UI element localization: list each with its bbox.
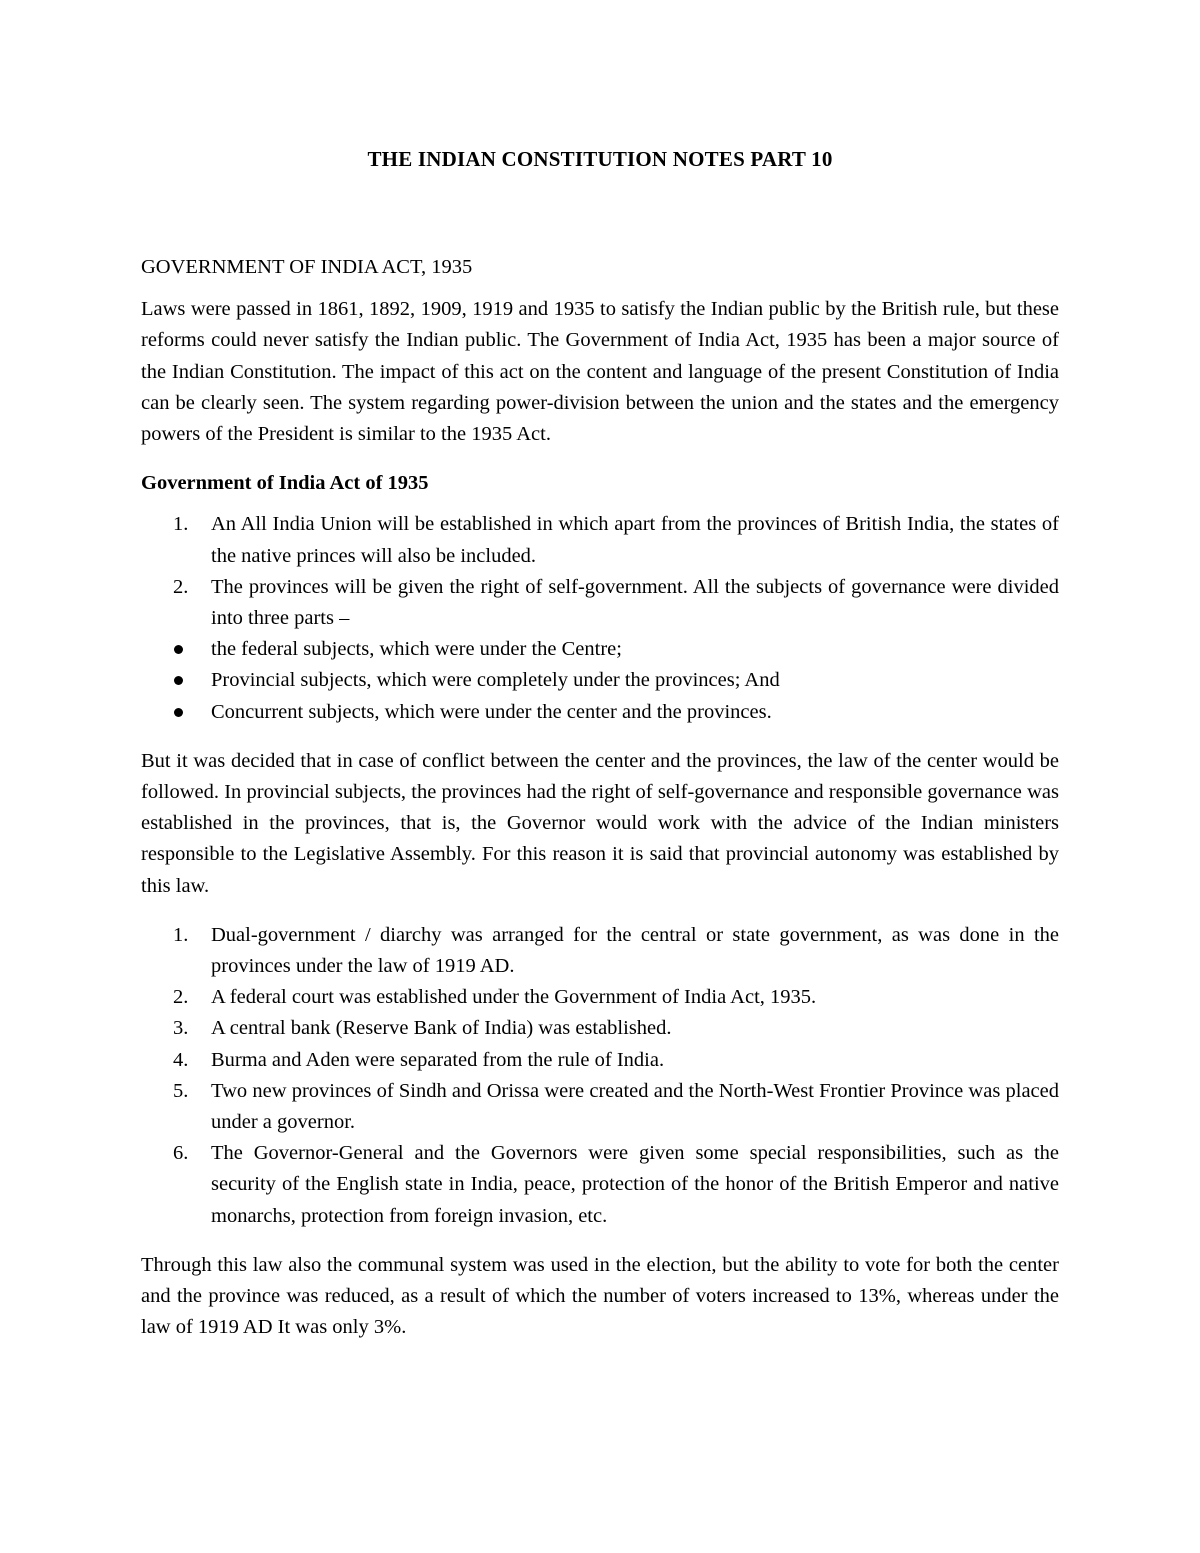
bullet-dot-icon <box>174 645 183 654</box>
list-item <box>141 920 1059 982</box>
list-number: 5. <box>173 1079 189 1102</box>
list-item-text: Two new provinces of Sindh and Orissa were created and the North-West Frontier Province was placed under a governor. <box>211 1079 1059 1134</box>
subheading: Government of India Act of 1935 <box>141 472 429 495</box>
numbered-list-one <box>141 509 1059 634</box>
bullet-list <box>141 634 1059 728</box>
list-number: 2. <box>173 986 189 1009</box>
list-item-text: The Governor-General and the Governors were given some special responsibilities, such as the security of the English state in India, peace, protection of the honor of the British Emperor and native monarchs, protection from foreign invasion, etc. <box>211 1142 1059 1227</box>
list-item <box>141 1138 1059 1232</box>
list-item-text: Burma and Aden were separated from the rule of India. <box>211 1048 665 1071</box>
list-item-text: Dual-government / diarchy was arranged for the central or state government, as was done in the provinces under the law of 1919 AD. <box>211 923 1059 978</box>
list-item <box>141 1013 1059 1044</box>
list-item <box>141 1045 1059 1076</box>
section-heading: GOVERNMENT OF INDIA ACT, 1935 <box>141 256 473 278</box>
closing-paragraph: Through this law also the communal system was used in the election, but the ability to vote for both the center and the province was reduced, as a result of which the number of voters increased to 13%, whereas under the law of 1919 AD It was only 3%. <box>141 1253 1059 1339</box>
document-body <box>141 252 1059 1362</box>
list-number: 1. <box>173 923 189 946</box>
list-item-text: The provinces will be given the right of self-government. All the subjects of governance were divided into three parts – <box>211 575 1059 630</box>
list-item <box>141 982 1059 1013</box>
bullet-item-text: the federal subjects, which were under the Centre; <box>211 638 622 661</box>
document-title: THE INDIAN CONSTITUTION NOTES PART 10 <box>367 147 833 171</box>
bullet-item-text: Provincial subjects, which were completely under the provinces; And <box>211 669 780 692</box>
list-item-text: An All India Union will be established in which apart from the provinces of British India, the states of the native princes will also be included. <box>211 513 1059 567</box>
bullet-item <box>141 634 1059 665</box>
bullet-item <box>141 697 1059 728</box>
list-number: 1. <box>173 513 189 536</box>
list-item-text: A central bank (Reserve Bank of India) was established. <box>211 1017 672 1040</box>
list-item <box>141 1076 1059 1138</box>
list-number: 4. <box>173 1048 189 1071</box>
numbered-list-two <box>141 920 1059 1232</box>
list-number: 2. <box>173 575 189 598</box>
list-item-text: A federal court was established under the Government of India Act, 1935. <box>211 986 817 1009</box>
intro-paragraph: Laws were passed in 1861, 1892, 1909, 1919 and 1935 to satisfy the Indian public by the British rule, but these reforms could never satisfy the Indian public. The Government of India Act, 1935 has been a major source of the Indian Constitution. The impact of this act on the content and language of the present Constitution of India can be clearly seen. The system regarding power-division between the union and the states and the emergency powers of the President is similar to the 1935 Act. <box>141 298 1059 446</box>
middle-paragraph: But it was decided that in case of conflict between the center and the provinces, the law of the center would be followed. In provincial subjects, the provinces had the right of self-governance and responsible governance was established in the provinces, that is, the Governor would work with the advice of the Indian ministers responsible to the Legislative Assembly. For this reason it is said that provincial autonomy was established by this law. <box>141 749 1059 897</box>
bullet-dot-icon <box>174 676 183 685</box>
list-item <box>141 572 1059 634</box>
bullet-dot-icon <box>174 708 183 717</box>
list-number: 3. <box>173 1017 189 1040</box>
list-item <box>141 509 1059 571</box>
bullet-item <box>141 665 1059 696</box>
list-number: 6. <box>173 1142 189 1165</box>
bullet-item-text: Concurrent subjects, which were under the center and the provinces. <box>211 700 772 723</box>
